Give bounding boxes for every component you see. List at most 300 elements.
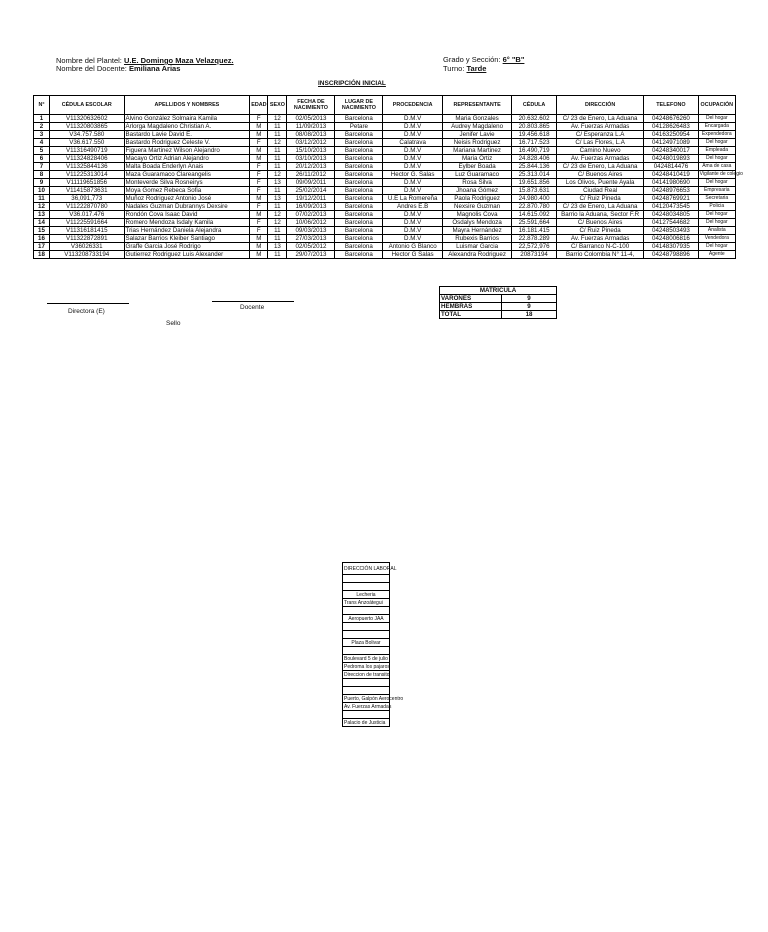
table-cell: 16.717.523 bbox=[512, 139, 557, 147]
table-cell: F bbox=[250, 163, 268, 171]
direccion-laboral-cell: Palacio de Justicia bbox=[343, 719, 390, 727]
direccion-laboral-cell bbox=[343, 687, 390, 695]
table-cell: D.M.V bbox=[383, 179, 443, 187]
table-cell: 8 bbox=[34, 171, 50, 179]
table-cell: Vendedora bbox=[698, 235, 735, 243]
table-row bbox=[34, 171, 736, 179]
table-cell: Expendedora bbox=[698, 131, 735, 139]
table-row bbox=[34, 123, 736, 131]
table-row bbox=[34, 211, 736, 219]
table-cell: Maria Gonzales bbox=[442, 115, 511, 123]
table-cell: Barrio Colombia N° 11-4, bbox=[556, 251, 643, 259]
column-header: EDAD bbox=[250, 96, 268, 115]
table-cell: 13 bbox=[34, 211, 50, 219]
table-cell: Malta Boada Enderlyn Anais bbox=[124, 163, 250, 171]
table-cell: 13 bbox=[268, 195, 287, 203]
table-cell: V11222870780 bbox=[49, 203, 124, 211]
direccion-laboral-header: DIRECCIÓN LABORAL bbox=[343, 563, 390, 575]
table-cell: Camino Nuevo bbox=[556, 147, 643, 155]
table-cell: 04141980690 bbox=[644, 179, 698, 187]
matricula-table bbox=[439, 286, 557, 319]
table-cell: Graffe Garcia José Rodrigo bbox=[124, 243, 250, 251]
column-header: PROCEDENCIA bbox=[383, 96, 443, 115]
table-cell: Barcelona bbox=[335, 251, 383, 259]
table-cell: Barcelona bbox=[335, 211, 383, 219]
table-cell: Rubexis Barrios bbox=[442, 235, 511, 243]
table-cell: 11 bbox=[34, 195, 50, 203]
table-cell: C/ Las Flores, L.A bbox=[556, 139, 643, 147]
table-cell: Paola Rodriguez bbox=[442, 195, 511, 203]
table-cell: M bbox=[250, 155, 268, 163]
total-label: TOTAL bbox=[440, 311, 502, 319]
table-cell: 2 bbox=[34, 123, 50, 131]
table-cell: F bbox=[250, 203, 268, 211]
table-cell: Trias Hernández Daniela Alejandra bbox=[124, 227, 250, 235]
table-cell: 0424814476 bbox=[644, 163, 698, 171]
hembras-label: HEMBRAS bbox=[440, 303, 502, 311]
direccion-laboral-cell: Aeropuerto JAA bbox=[343, 615, 390, 623]
table-cell: 04248976653 bbox=[644, 187, 698, 195]
table-cell: 19.651.856 bbox=[512, 179, 557, 187]
varones-value: 9 bbox=[502, 295, 557, 303]
table-cell: 14.615.092 bbox=[512, 211, 557, 219]
table-cell: Del hogar bbox=[698, 211, 735, 219]
grado-label: Grado y Sección: bbox=[443, 55, 501, 64]
table-cell: C/ 23 de Enero, La Aduana bbox=[556, 163, 643, 171]
table-cell: C/ Ruiz Pineda bbox=[556, 195, 643, 203]
directora-label: Directora (E) bbox=[68, 308, 105, 315]
table-cell: 04248019893 bbox=[644, 155, 698, 163]
table-cell: 14 bbox=[34, 219, 50, 227]
column-header: LUGAR DE NACIMIENTO bbox=[335, 96, 383, 115]
column-header: SEXO bbox=[268, 96, 287, 115]
table-cell: 02/05/2012 bbox=[287, 243, 335, 251]
table-cell: M bbox=[250, 211, 268, 219]
table-cell: V113208733194 bbox=[49, 251, 124, 259]
table-cell: Petare bbox=[335, 123, 383, 131]
table-cell: 04248006816 bbox=[644, 235, 698, 243]
column-header: REPRESENTANTE bbox=[442, 96, 511, 115]
table-cell: 20.803.865 bbox=[512, 123, 557, 131]
total-value: 18 bbox=[502, 311, 557, 319]
direccion-laboral-cell: Direccion de transito bbox=[344, 671, 390, 678]
direccion-laboral-cell bbox=[343, 607, 390, 615]
table-cell: M bbox=[250, 131, 268, 139]
table-cell: 09/03/2013 bbox=[287, 227, 335, 235]
table-cell: 12 bbox=[268, 115, 287, 123]
table-cell: 3 bbox=[34, 131, 50, 139]
varones-label: VARONES bbox=[440, 295, 502, 303]
table-cell: 15/10/2013 bbox=[287, 147, 335, 155]
total-row bbox=[440, 311, 557, 319]
table-cell: Nexsire Guzman bbox=[442, 203, 511, 211]
table-cell: Empleada bbox=[698, 147, 735, 155]
table-cell: F bbox=[250, 171, 268, 179]
table-cell: Del hogar bbox=[698, 139, 735, 147]
table-cell: Del hogar bbox=[698, 155, 735, 163]
table-cell: 17 bbox=[34, 243, 50, 251]
table-cell: 04248034805 bbox=[644, 211, 698, 219]
table-cell: Hector G Salas bbox=[383, 251, 443, 259]
table-cell: 7 bbox=[34, 163, 50, 171]
table-cell: Barcelona bbox=[335, 163, 383, 171]
table-cell: 9 bbox=[34, 179, 50, 187]
direccion-laboral-cell bbox=[343, 575, 390, 583]
table-cell: Audrey Magdaleno bbox=[442, 123, 511, 131]
table-cell: Mariana Martinez bbox=[442, 147, 511, 155]
direccion-laboral-table bbox=[342, 562, 404, 727]
table-cell: C/ 23 de Enero, La Aduana bbox=[556, 115, 643, 123]
table-cell: 12 bbox=[268, 211, 287, 219]
table-cell: Ciudad Real bbox=[556, 187, 643, 195]
table-cell: Barcelona bbox=[335, 203, 383, 211]
table-cell: Empresaria bbox=[698, 187, 735, 195]
table-cell: V11225591664 bbox=[49, 219, 124, 227]
table-cell: 16/09/2013 bbox=[287, 203, 335, 211]
hembras-row bbox=[440, 303, 557, 311]
table-cell: 25.313.014 bbox=[512, 171, 557, 179]
table-cell: 18 bbox=[34, 251, 50, 259]
table-cell: D.M.V bbox=[383, 235, 443, 243]
table-cell: Arlorga Magdaleno Christian A. bbox=[124, 123, 250, 131]
directora-signature-line bbox=[47, 303, 129, 304]
docente-line bbox=[56, 64, 180, 73]
table-cell: M bbox=[250, 251, 268, 259]
table-cell: Salazar Barrios Kleiber Santiago bbox=[124, 235, 250, 243]
table-cell: Luismar Garcia bbox=[442, 243, 511, 251]
table-cell: 22.870.780 bbox=[512, 203, 557, 211]
table-cell: D.M.V bbox=[383, 155, 443, 163]
direccion-laboral-cell bbox=[343, 583, 390, 591]
table-cell: Maza Guaramaco Clareangelis bbox=[124, 171, 250, 179]
sello-label: Sello bbox=[166, 320, 181, 327]
table-cell: Barcelona bbox=[335, 139, 383, 147]
table-cell: Del hogar bbox=[698, 115, 735, 123]
table-cell: F bbox=[250, 115, 268, 123]
plantel-label: Nombre del Plantel: bbox=[56, 56, 122, 65]
column-header: CÉDULA ESCOLAR bbox=[49, 96, 124, 115]
table-cell: 11 bbox=[268, 251, 287, 259]
table-cell: Barcelona bbox=[335, 187, 383, 195]
table-cell: Osdalys Mendoza bbox=[442, 219, 511, 227]
column-header: TELEFONO bbox=[644, 96, 698, 115]
table-cell: Figuera Martinez Wilson Alejandro bbox=[124, 147, 250, 155]
table-row bbox=[34, 115, 736, 123]
table-cell: 12 bbox=[34, 203, 50, 211]
docente-signature-line bbox=[212, 301, 294, 302]
table-cell: 6 bbox=[34, 155, 50, 163]
turno-line bbox=[443, 64, 486, 73]
table-cell: 1 bbox=[34, 115, 50, 123]
table-cell: 10/06/2012 bbox=[287, 219, 335, 227]
table-cell: Rondón Cova Isaac David bbox=[124, 211, 250, 219]
table-cell: 04248340017 bbox=[644, 147, 698, 155]
table-cell: F bbox=[250, 179, 268, 187]
table-cell: 24.828.406 bbox=[512, 155, 557, 163]
table-cell: Nadales Guzman Dubrannys Dexsire bbox=[124, 203, 250, 211]
table-row bbox=[34, 163, 736, 171]
table-cell: Calatrava bbox=[383, 139, 443, 147]
direccion-laboral-cell: Trans Anzoátegui bbox=[343, 599, 390, 607]
table-cell: 08/08/2013 bbox=[287, 131, 335, 139]
table-cell: Barcelona bbox=[335, 179, 383, 187]
table-row bbox=[34, 227, 736, 235]
table-row bbox=[34, 203, 736, 211]
table-cell: M bbox=[250, 243, 268, 251]
table-cell: Agente bbox=[698, 251, 735, 259]
table-cell: 25.844.136 bbox=[512, 163, 557, 171]
table-cell: 12 bbox=[268, 219, 287, 227]
table-cell: Av. Fuerzas Armadas bbox=[556, 155, 643, 163]
table-cell: M bbox=[250, 195, 268, 203]
table-cell: V36.617.550 bbox=[49, 139, 124, 147]
table-cell: 4 bbox=[34, 139, 50, 147]
table-cell: Hector G. Salas bbox=[383, 171, 443, 179]
table-cell: Alvino González Solmaira Kamila bbox=[124, 115, 250, 123]
table-cell: Encargada bbox=[698, 123, 735, 131]
table-cell: Magnolis Cova bbox=[442, 211, 511, 219]
table-cell: Barcelona bbox=[335, 219, 383, 227]
table-cell: 13 bbox=[268, 179, 287, 187]
table-cell: 5 bbox=[34, 147, 50, 155]
table-cell: C/ Buenos Aires bbox=[556, 219, 643, 227]
table-cell: 22,572,976 bbox=[512, 243, 557, 251]
table-cell: Barcelona bbox=[335, 131, 383, 139]
table-cell: M bbox=[250, 147, 268, 155]
docente-label: Docente bbox=[240, 304, 265, 311]
table-cell: 04248769921 bbox=[644, 195, 698, 203]
direccion-laboral-cell: Plaza Bolivar bbox=[343, 639, 390, 647]
table-cell: 16 bbox=[34, 235, 50, 243]
table-cell: Barcelona bbox=[335, 235, 383, 243]
table-cell: 04248798896 bbox=[644, 251, 698, 259]
direccion-laboral-cell: Lecheria bbox=[343, 591, 390, 599]
table-cell: Antonio G Blanco bbox=[383, 243, 443, 251]
table-cell: 11 bbox=[268, 123, 287, 131]
table-cell: 19.456.618 bbox=[512, 131, 557, 139]
table-cell: V11316490719 bbox=[49, 147, 124, 155]
table-cell: D.M.V bbox=[383, 131, 443, 139]
docente-value: Emiliana Arias bbox=[128, 64, 181, 73]
table-cell: 02/05/2013 bbox=[287, 115, 335, 123]
table-row bbox=[34, 147, 736, 155]
table-cell: Alexandra Rodriguez bbox=[442, 251, 511, 259]
table-cell: 15 bbox=[34, 227, 50, 235]
table-row bbox=[34, 195, 736, 203]
table-cell: Ama de casa bbox=[698, 163, 735, 171]
table-cell: V34.757.580 bbox=[49, 131, 124, 139]
table-cell: 03/10/2013 bbox=[287, 155, 335, 163]
table-cell: Neisis Rodriguez bbox=[442, 139, 511, 147]
table-cell: C/ Buenos Aires bbox=[556, 171, 643, 179]
table-cell: 36,091,773 bbox=[49, 195, 124, 203]
table-row bbox=[34, 131, 736, 139]
table-cell: 22.878.289 bbox=[512, 235, 557, 243]
table-cell: Barcelona bbox=[335, 147, 383, 155]
direccion-laboral-cell: Boulevard 5 de julio bbox=[344, 655, 388, 662]
table-cell: Bastardo Rodriguez Celeste V. bbox=[124, 139, 250, 147]
table-cell: Barcelona bbox=[335, 243, 383, 251]
table-cell: Romero Mendoza Isdaly Kamila bbox=[124, 219, 250, 227]
table-cell: 27/03/2013 bbox=[287, 235, 335, 243]
table-cell: 29/07/2013 bbox=[287, 251, 335, 259]
table-cell: Secretaria bbox=[698, 195, 735, 203]
table-cell: C/ Ruiz Pineda bbox=[556, 227, 643, 235]
direccion-laboral-cell bbox=[343, 679, 390, 687]
table-cell: Maria Ortiz bbox=[442, 155, 511, 163]
table-cell: V36.017.476 bbox=[49, 211, 124, 219]
table-cell: 11 bbox=[268, 155, 287, 163]
table-cell: 04248676260 bbox=[644, 115, 698, 123]
table-cell: 04248410419 bbox=[644, 171, 698, 179]
table-cell: 11 bbox=[268, 235, 287, 243]
table-cell: V11320803865 bbox=[49, 123, 124, 131]
table-cell: Barcelona bbox=[335, 155, 383, 163]
column-header: N° bbox=[34, 96, 50, 115]
table-cell: Av. Fuerzas Armadas bbox=[556, 123, 643, 131]
direccion-laboral-cell: Pedroma los pajaros bbox=[344, 663, 390, 670]
table-cell: 04128626483 bbox=[644, 123, 698, 131]
table-cell: V11415873631 bbox=[49, 187, 124, 195]
table-cell: Analista bbox=[698, 227, 735, 235]
table-cell: D.M.V bbox=[383, 219, 443, 227]
table-cell: D.M.V bbox=[383, 163, 443, 171]
direccion-laboral-cell: Puerto, Galpón Aerocentro bbox=[344, 695, 404, 702]
table-cell: Vigilante de colegio bbox=[699, 171, 743, 177]
table-row bbox=[34, 251, 736, 259]
table-cell: 12 bbox=[268, 171, 287, 179]
table-cell: 09/09/2011 bbox=[287, 179, 335, 187]
table-cell: C/ 23 de Enero, La Aduana bbox=[556, 203, 643, 211]
table-cell: Barrio la Aduana, Sector F.R bbox=[556, 211, 643, 219]
table-row bbox=[34, 243, 736, 251]
table-cell: V11324828406 bbox=[49, 155, 124, 163]
table-cell: F bbox=[250, 227, 268, 235]
table-cell: Macayo Ortiz Adrian Alejandro bbox=[124, 155, 250, 163]
table-cell: 04163250954 bbox=[644, 131, 698, 139]
table-cell: Barcelona bbox=[335, 227, 383, 235]
matricula-title: MATRICULA bbox=[440, 287, 557, 295]
table-cell: 11 bbox=[268, 203, 287, 211]
table-cell: Barcelona bbox=[335, 195, 383, 203]
table-cell: 11 bbox=[268, 187, 287, 195]
table-cell: Policia bbox=[698, 203, 735, 211]
table-cell: Andres E.B bbox=[383, 203, 443, 211]
varones-row bbox=[440, 295, 557, 303]
table-cell: V11119651856 bbox=[49, 179, 124, 187]
column-header: CÉDULA bbox=[512, 96, 557, 115]
table-cell: M bbox=[250, 123, 268, 131]
table-cell: 24.980.400 bbox=[512, 195, 557, 203]
table-cell: 04148307935 bbox=[644, 243, 698, 251]
table-cell: V11225313014 bbox=[49, 171, 124, 179]
table-row bbox=[34, 187, 736, 195]
table-row bbox=[34, 219, 736, 227]
table-cell: 12 bbox=[268, 139, 287, 147]
column-header: OCUPACIÓN bbox=[698, 96, 735, 115]
table-row bbox=[34, 179, 736, 187]
table-cell: 15.873.631 bbox=[512, 187, 557, 195]
table-cell: 25.591,664 bbox=[512, 219, 557, 227]
table-cell: Av. Fuerzas Armadas bbox=[556, 235, 643, 243]
table-cell: Muñoz Rodriguez Antonio José bbox=[124, 195, 250, 203]
table-cell: Barcelona bbox=[335, 171, 383, 179]
table-cell: F bbox=[250, 219, 268, 227]
table-cell: M bbox=[250, 235, 268, 243]
page-title: INSCRIPCIÓN INICIAL bbox=[318, 80, 386, 87]
table-cell: Jhoana Gómez bbox=[442, 187, 511, 195]
table-cell: Bastardo Lavie David E. bbox=[124, 131, 250, 139]
table-cell: 04124971089 bbox=[644, 139, 698, 147]
table-cell: Monteverde Silva Rosneirys bbox=[124, 179, 250, 187]
table-cell: Moya Gomez Rebeca Sofia bbox=[124, 187, 250, 195]
table-cell: V11320632602 bbox=[49, 115, 124, 123]
table-cell: V11322872891 bbox=[49, 235, 124, 243]
table-cell: C/ Barranco N-C-100 bbox=[556, 243, 643, 251]
table-cell: 25/02/2014 bbox=[287, 187, 335, 195]
table-cell: 11 bbox=[268, 227, 287, 235]
table-cell: Los Olivos, Puente Ayala bbox=[556, 179, 643, 187]
column-header: FECHA DE NACIMIENTO bbox=[287, 96, 335, 115]
table-cell: 26/11/2012 bbox=[287, 171, 335, 179]
grado-value: 6° "B" bbox=[502, 55, 525, 64]
table-cell: V36026331 bbox=[49, 243, 124, 251]
table-cell: 10 bbox=[34, 187, 50, 195]
table-row bbox=[34, 235, 736, 243]
table-cell: D.M.V bbox=[383, 227, 443, 235]
direccion-laboral-cell bbox=[343, 631, 390, 639]
table-cell: 04248503493 bbox=[644, 227, 698, 235]
table-cell: 04127544682 bbox=[644, 219, 698, 227]
table-cell: 20873194 bbox=[512, 251, 557, 259]
table-cell: Gutierrez Rodriguez Luis Alexander bbox=[124, 251, 250, 259]
table-cell: F bbox=[250, 139, 268, 147]
table-cell: 16.490,719 bbox=[512, 147, 557, 155]
table-cell: Del hogar bbox=[698, 179, 735, 187]
table-cell: 11/09/2013 bbox=[287, 123, 335, 131]
grado-line bbox=[443, 55, 524, 64]
table-cell: 13 bbox=[268, 243, 287, 251]
direccion-laboral-cell bbox=[343, 711, 390, 719]
table-cell: 16.181.415 bbox=[512, 227, 557, 235]
direccion-laboral-cell bbox=[343, 647, 390, 655]
table-cell: D.M.V bbox=[383, 211, 443, 219]
table-cell: D.M.V bbox=[383, 187, 443, 195]
inscription-table bbox=[33, 95, 743, 259]
table-cell: V11316181415 bbox=[49, 227, 124, 235]
plantel-value: U.E. Domingo Maza Velazquez. bbox=[123, 56, 234, 65]
table-cell: Luz Guaramaco bbox=[442, 171, 511, 179]
docente-label: Nombre del Docente: bbox=[56, 64, 127, 73]
table-cell: 20/12/2013 bbox=[287, 163, 335, 171]
table-cell: Del hogar bbox=[698, 243, 735, 251]
table-cell: F bbox=[250, 187, 268, 195]
table-cell: U.E La Romereña bbox=[383, 195, 443, 203]
table-cell: Jenifer Lavie bbox=[442, 131, 511, 139]
table-header-row bbox=[34, 96, 736, 115]
direccion-laboral-cell bbox=[343, 623, 390, 631]
table-cell: 11 bbox=[268, 131, 287, 139]
column-header: DIRECCIÓN bbox=[556, 96, 643, 115]
table-cell: 11 bbox=[268, 147, 287, 155]
table-row bbox=[34, 155, 736, 163]
table-cell: Rosa Silva bbox=[442, 179, 511, 187]
direccion-laboral-cell: Av. Fuerzas Armadas bbox=[344, 703, 392, 710]
table-cell: 04120473545 bbox=[644, 203, 698, 211]
table-cell: 11 bbox=[268, 163, 287, 171]
table-cell: D.M.V bbox=[383, 123, 443, 131]
column-header: APELLIDOS Y NOMBRES bbox=[124, 96, 250, 115]
